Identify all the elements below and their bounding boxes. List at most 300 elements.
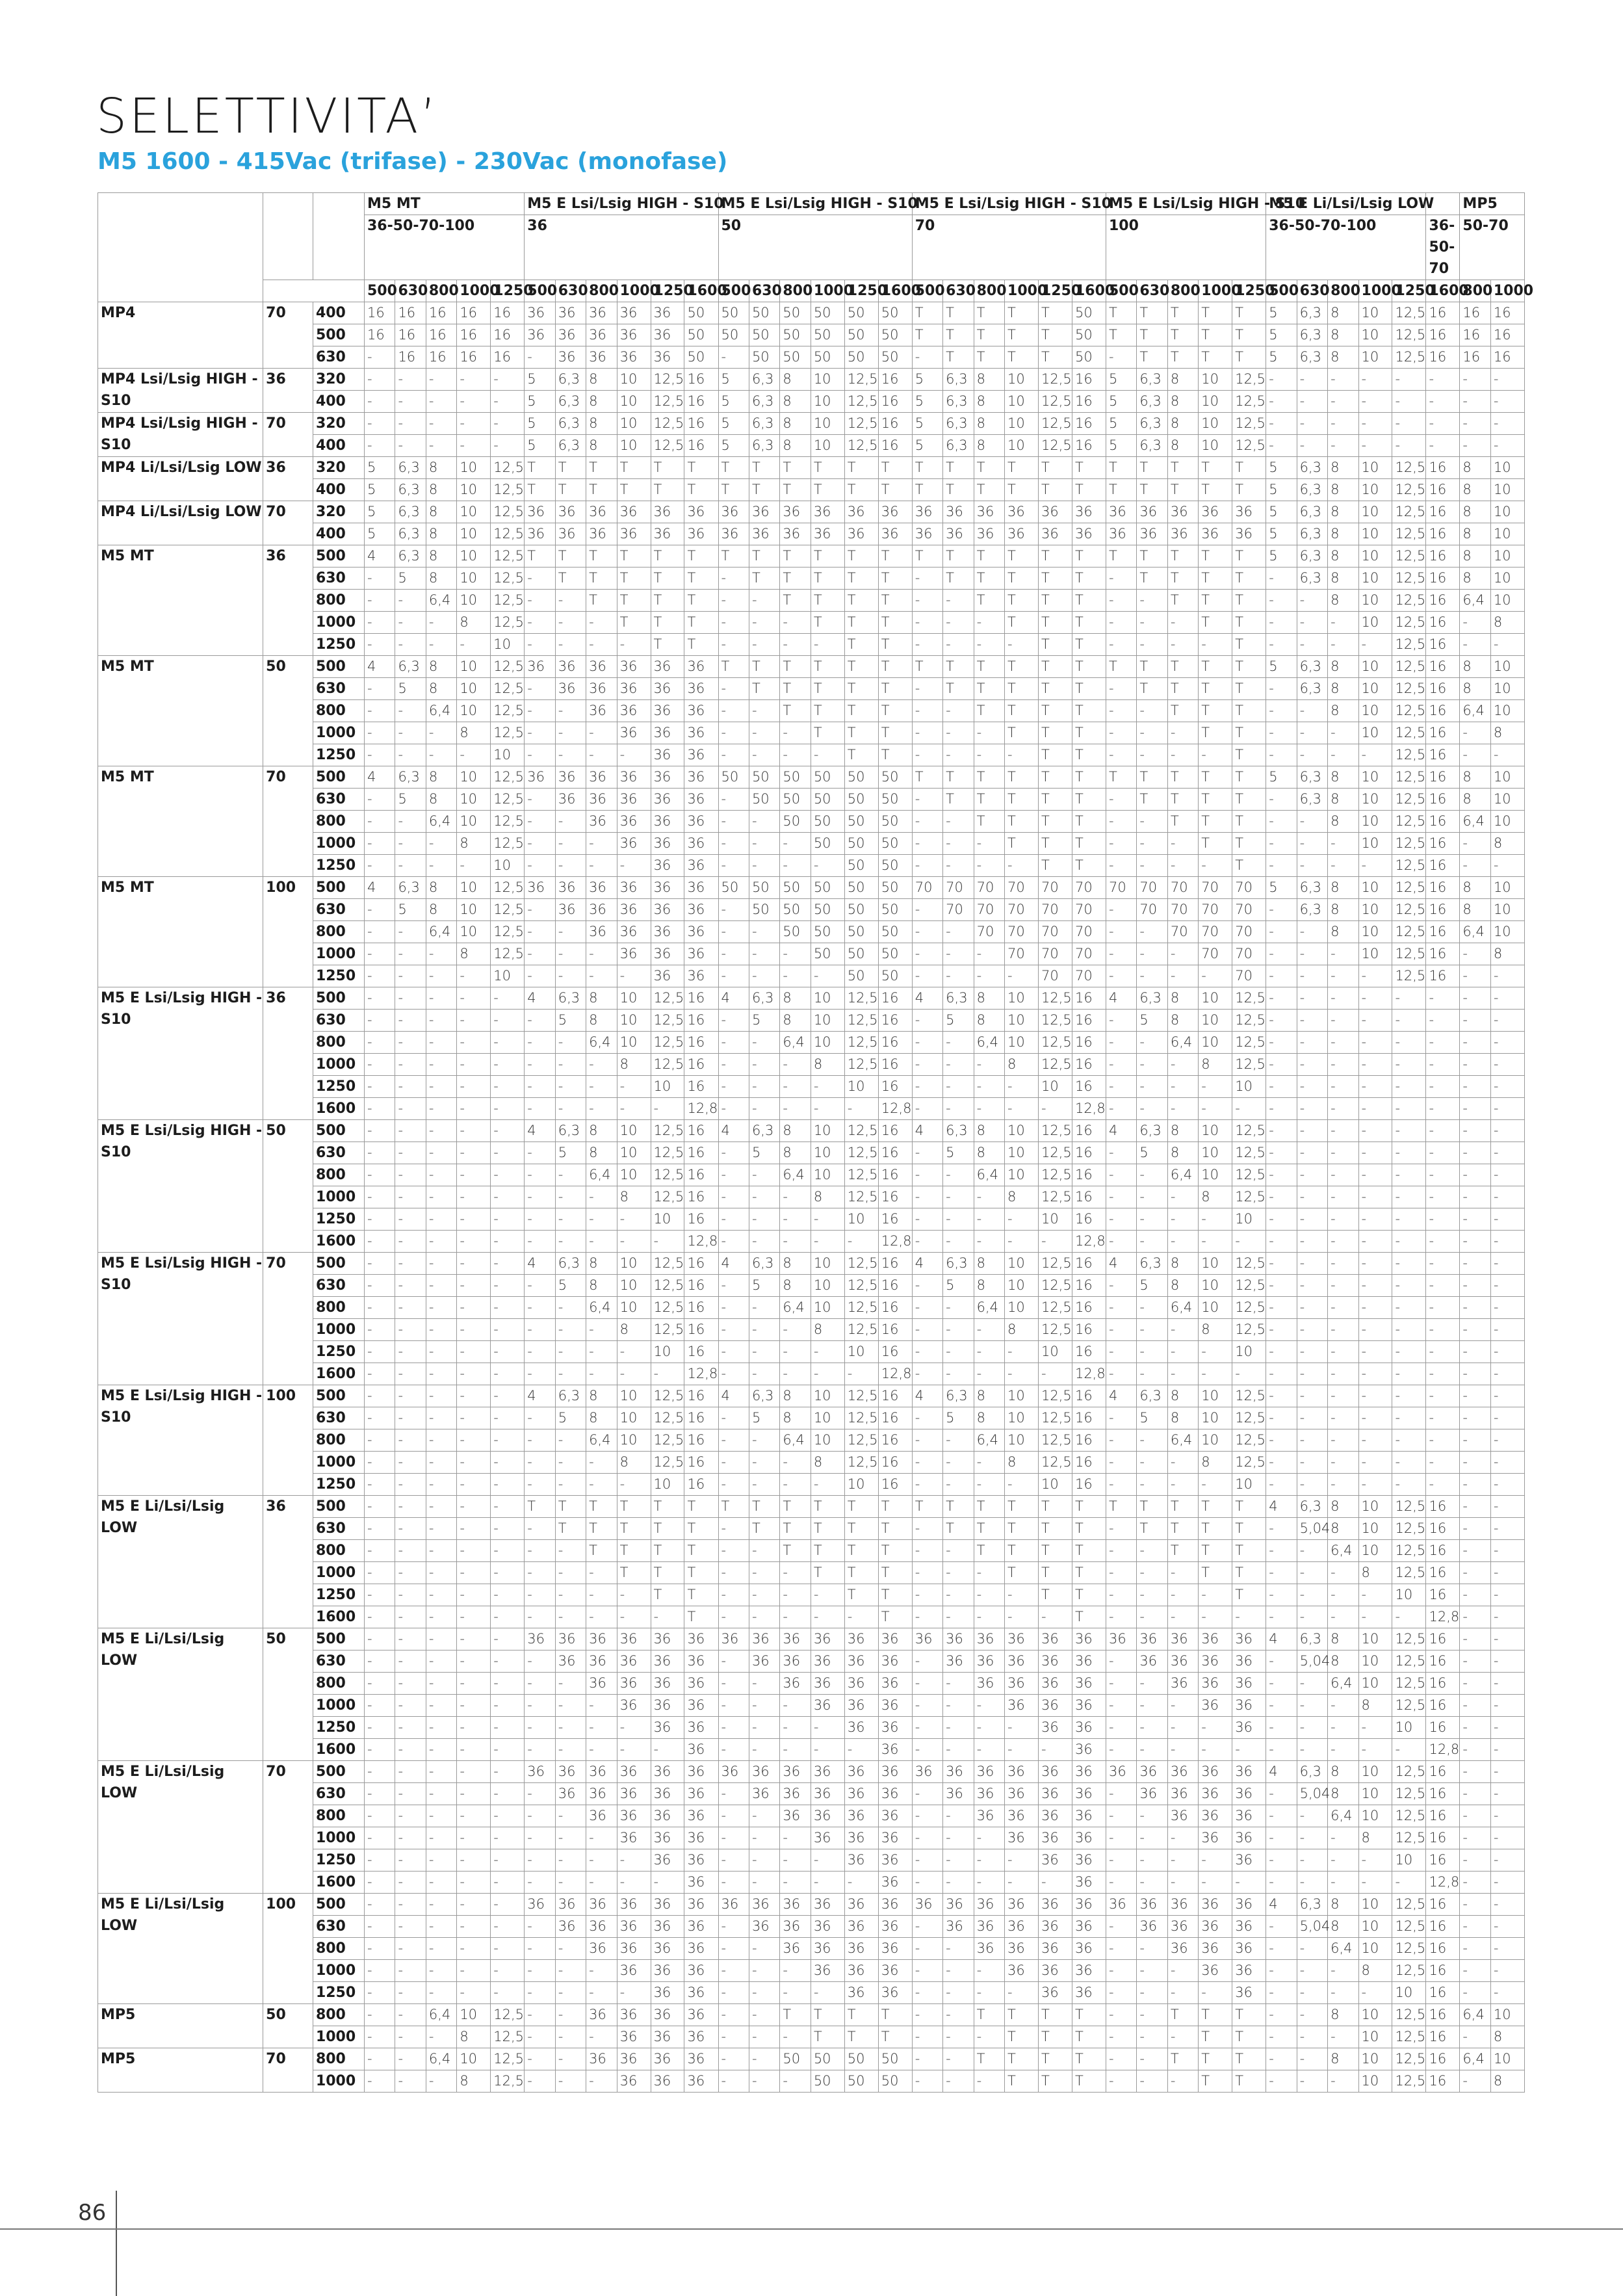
selectivity-value: - — [365, 1783, 395, 1805]
selectivity-value: 12,5 — [1392, 1783, 1426, 1805]
header-current: 800 — [1328, 280, 1358, 302]
selectivity-value: 10 — [811, 1429, 844, 1452]
selectivity-value: 10 — [457, 545, 491, 567]
selectivity-value: 8 — [1328, 1628, 1358, 1650]
selectivity-value: - — [491, 413, 525, 435]
selectivity-value: - — [1266, 700, 1297, 722]
selectivity-value: - — [1460, 435, 1490, 457]
selectivity-value: - — [395, 590, 426, 612]
selectivity-value: - — [1460, 744, 1490, 766]
selectivity-value: - — [586, 1186, 617, 1208]
selectivity-value: - — [1328, 1717, 1358, 1739]
header-current: 1000 — [1005, 280, 1039, 302]
selectivity-value: - — [491, 1032, 525, 1054]
selectivity-value: 36 — [1039, 1628, 1072, 1650]
selectivity-value: 36 — [1106, 1894, 1136, 1916]
selectivity-value: - — [912, 921, 942, 943]
selectivity-value: 10 — [1199, 413, 1232, 435]
selectivity-value: 8 — [780, 391, 811, 413]
selectivity-value: - — [943, 965, 974, 987]
selectivity-value: 16 — [878, 1208, 912, 1231]
selectivity-value: - — [491, 1717, 525, 1739]
selectivity-value: - — [912, 1429, 942, 1452]
selectivity-value: - — [1266, 899, 1297, 921]
selectivity-value: T — [1199, 612, 1232, 634]
selectivity-value: 36 — [844, 1628, 878, 1650]
selectivity-value: - — [525, 1208, 555, 1231]
selectivity-value: - — [1232, 1739, 1266, 1761]
selectivity-value: - — [457, 1297, 491, 1319]
selectivity-value: T — [780, 656, 811, 678]
selectivity-value: 36 — [811, 1695, 844, 1717]
selectivity-value: 12,5 — [651, 1275, 684, 1297]
selectivity-value: T — [617, 1540, 651, 1562]
selectivity-value: - — [1392, 1142, 1426, 1164]
selectivity-value: - — [586, 1562, 617, 1584]
selectivity-value: - — [718, 590, 749, 612]
selectivity-value: - — [1106, 634, 1136, 656]
selectivity-value: 10 — [457, 678, 491, 700]
selectivity-value: 50 — [878, 346, 912, 369]
selectivity-value: 12,5 — [1039, 1429, 1072, 1452]
selectivity-value: 16 — [1426, 2004, 1460, 2026]
selectivity-value: - — [426, 1518, 456, 1540]
selectivity-value: - — [780, 1606, 811, 1628]
selectivity-value: - — [974, 1717, 1004, 1739]
selectivity-value: 36 — [684, 1761, 718, 1783]
selectivity-value: T — [1199, 302, 1232, 324]
selectivity-value: 12,5 — [1392, 324, 1426, 346]
selectivity-value: - — [586, 1098, 617, 1120]
selectivity-value: - — [1106, 678, 1136, 700]
selectivity-value: - — [395, 1186, 426, 1208]
selectivity-value: 6,4 — [780, 1164, 811, 1186]
selectivity-value: T — [1199, 833, 1232, 855]
selectivity-value: - — [1266, 1938, 1297, 1960]
selectivity-value: - — [780, 833, 811, 855]
selectivity-value: 16 — [1460, 302, 1490, 324]
selectivity-value: 10 — [1358, 1938, 1392, 1960]
selectivity-value: - — [525, 1297, 555, 1319]
selectivity-value: - — [426, 1761, 456, 1783]
selectivity-value: T — [617, 545, 651, 567]
selectivity-value: 4 — [1106, 1253, 1136, 1275]
selectivity-value: 10 — [1392, 1982, 1426, 2004]
selectivity-value: 8 — [1460, 501, 1490, 523]
selectivity-value: 10 — [1358, 1673, 1392, 1695]
selectivity-value: 10 — [1358, 1916, 1392, 1938]
selectivity-value: - — [780, 1076, 811, 1098]
selectivity-value: - — [555, 1606, 586, 1628]
selectivity-value: - — [491, 1186, 525, 1208]
selectivity-value: - — [912, 1319, 942, 1341]
selectivity-value: 6,3 — [1297, 877, 1327, 899]
selectivity-value: - — [1460, 1319, 1490, 1341]
selectivity-value: 6,4 — [1460, 921, 1490, 943]
selectivity-value: - — [1266, 634, 1297, 656]
selectivity-value: 12,5 — [1392, 2004, 1426, 2026]
selectivity-value: 12,5 — [651, 1032, 684, 1054]
selectivity-value: 36 — [684, 1650, 718, 1673]
selectivity-value: - — [943, 1562, 974, 1584]
selectivity-value: - — [1328, 1474, 1358, 1496]
selectivity-value: 36 — [878, 1761, 912, 1783]
selectivity-value: - — [365, 2048, 395, 2070]
selectivity-value: - — [1426, 1429, 1460, 1452]
selectivity-value: - — [525, 1429, 555, 1452]
selectivity-value: 36 — [651, 324, 684, 346]
selectivity-value: - — [365, 1054, 395, 1076]
selectivity-value: - — [395, 1142, 426, 1164]
selectivity-value: - — [974, 1606, 1004, 1628]
selectivity-value: - — [912, 590, 942, 612]
selectivity-value: 12,5 — [491, 457, 525, 479]
selectivity-value: T — [1039, 722, 1072, 744]
selectivity-value: 10 — [457, 921, 491, 943]
selectivity-value: - — [365, 722, 395, 744]
selectivity-value: - — [457, 1894, 491, 1916]
selectivity-value: 16 — [395, 324, 426, 346]
selectivity-value: 10 — [811, 391, 844, 413]
selectivity-value: 36 — [1072, 1894, 1106, 1916]
selectivity-value: - — [525, 1938, 555, 1960]
selectivity-value: 16 — [1072, 1341, 1106, 1363]
selectivity-value: 6,3 — [943, 1120, 974, 1142]
selectivity-value: T — [780, 545, 811, 567]
selectivity-value: 50 — [749, 877, 779, 899]
selectivity-value: T — [1106, 457, 1136, 479]
selectivity-value: - — [943, 1695, 974, 1717]
selectivity-value: 36 — [718, 523, 749, 545]
selectivity-value: 16 — [878, 1164, 912, 1186]
selectivity-value: 36 — [586, 811, 617, 833]
selectivity-value: 36 — [1072, 1960, 1106, 1982]
selectivity-value: T — [1072, 2048, 1106, 2070]
selectivity-value: - — [1106, 1231, 1136, 1253]
selectivity-value: - — [1106, 1054, 1136, 1076]
selectivity-value: 5 — [1266, 766, 1297, 789]
selectivity-value: 10 — [844, 1474, 878, 1496]
selectivity-value: T — [1199, 2070, 1232, 2093]
selectivity-value: 36 — [586, 700, 617, 722]
selectivity-value: T — [1232, 1540, 1266, 1562]
table-row — [98, 501, 1525, 523]
selectivity-value: - — [1392, 1208, 1426, 1231]
selectivity-value: - — [1328, 1253, 1358, 1275]
selectivity-value: - — [395, 1783, 426, 1805]
selectivity-value: - — [1328, 1827, 1358, 1849]
selectivity-value: - — [718, 1650, 749, 1673]
selectivity-value: 8 — [426, 766, 456, 789]
selectivity-value: 8 — [1328, 523, 1358, 545]
selectivity-value: 12,5 — [844, 1385, 878, 1407]
selectivity-value: - — [912, 1054, 942, 1076]
selectivity-value: T — [974, 700, 1004, 722]
device-current: 320 — [313, 457, 364, 479]
selectivity-value: 16 — [1072, 1054, 1106, 1076]
selectivity-value: - — [365, 1319, 395, 1341]
selectivity-value: - — [1392, 1872, 1426, 1894]
selectivity-value: - — [617, 1098, 651, 1120]
selectivity-value: - — [1106, 744, 1136, 766]
selectivity-value: - — [749, 1695, 779, 1717]
selectivity-value: - — [811, 744, 844, 766]
selectivity-value: - — [395, 1827, 426, 1849]
selectivity-value: - — [457, 1186, 491, 1208]
selectivity-value: 36 — [684, 1805, 718, 1827]
selectivity-value: - — [1392, 1341, 1426, 1363]
selectivity-value: T — [878, 1518, 912, 1540]
selectivity-value: 10 — [1490, 678, 1524, 700]
selectivity-value: - — [395, 855, 426, 877]
selectivity-value: - — [586, 943, 617, 965]
selectivity-value: - — [1266, 1982, 1297, 2004]
selectivity-value: - — [426, 1872, 456, 1894]
selectivity-value: - — [365, 1739, 395, 1761]
selectivity-value: 6,4 — [1460, 700, 1490, 722]
selectivity-value: 5 — [525, 369, 555, 391]
selectivity-value: 12,5 — [1392, 567, 1426, 590]
page-number: 86 — [78, 2200, 107, 2226]
selectivity-value: 36 — [555, 523, 586, 545]
selectivity-value: 36 — [586, 324, 617, 346]
selectivity-value: - — [780, 2026, 811, 2048]
selectivity-value: 36 — [651, 656, 684, 678]
selectivity-value: - — [1426, 1120, 1460, 1142]
selectivity-value: 36 — [1072, 1827, 1106, 1849]
selectivity-value: - — [365, 987, 395, 1010]
selectivity-value: 12,5 — [1392, 1496, 1426, 1518]
selectivity-value: - — [1167, 1606, 1198, 1628]
selectivity-value: 36 — [684, 744, 718, 766]
selectivity-value: 36 — [1199, 1673, 1232, 1695]
device-name: M5 E Li/Lsi/Lsig LOW — [98, 1496, 263, 1628]
selectivity-value: 10 — [1358, 921, 1392, 943]
selectivity-value: 50 — [844, 833, 878, 855]
selectivity-value: - — [780, 1960, 811, 1982]
selectivity-value: 70 — [1232, 943, 1266, 965]
selectivity-value: - — [1266, 1363, 1297, 1385]
selectivity-value: 12,8 — [878, 1363, 912, 1385]
selectivity-value: - — [718, 1982, 749, 2004]
selectivity-value: - — [1106, 1164, 1136, 1186]
selectivity-value: - — [1358, 1385, 1392, 1407]
selectivity-value: 36 — [586, 523, 617, 545]
selectivity-value: - — [651, 1606, 684, 1628]
selectivity-value: - — [1297, 1717, 1327, 1739]
selectivity-value: - — [749, 1164, 779, 1186]
selectivity-value: - — [943, 1606, 974, 1628]
selectivity-value: - — [426, 1407, 456, 1429]
device-current: 500 — [313, 877, 364, 899]
selectivity-value: - — [780, 1054, 811, 1076]
table-row — [98, 1761, 1525, 1783]
device-name: MP4 — [98, 302, 263, 369]
selectivity-value: - — [491, 1518, 525, 1540]
selectivity-value: 70 — [1039, 877, 1072, 899]
selectivity-value: - — [1460, 1650, 1490, 1673]
selectivity-value: - — [1297, 811, 1327, 833]
selectivity-value: - — [749, 965, 779, 987]
device-current: 1600 — [313, 1739, 364, 1761]
selectivity-value: T — [811, 722, 844, 744]
selectivity-value: - — [525, 2048, 555, 2070]
header-current: 800 — [974, 280, 1004, 302]
selectivity-value: - — [426, 1275, 456, 1297]
selectivity-value: - — [395, 1098, 426, 1120]
selectivity-value: 12,5 — [1392, 346, 1426, 369]
selectivity-value: - — [780, 634, 811, 656]
selectivity-value: - — [525, 1231, 555, 1253]
header-current: 500 — [718, 280, 749, 302]
selectivity-value: - — [1328, 1849, 1358, 1872]
selectivity-value: 12,5 — [844, 391, 878, 413]
selectivity-value: - — [395, 1540, 426, 1562]
selectivity-value: 36 — [1199, 501, 1232, 523]
header-current: 1000 — [811, 280, 844, 302]
selectivity-value: - — [457, 1142, 491, 1164]
selectivity-value: 10 — [617, 391, 651, 413]
selectivity-value: - — [749, 811, 779, 833]
selectivity-value: 50 — [780, 877, 811, 899]
selectivity-value: - — [1106, 1474, 1136, 1496]
selectivity-value: - — [491, 1606, 525, 1628]
selectivity-value: - — [1358, 1231, 1392, 1253]
selectivity-value: 5 — [555, 1407, 586, 1429]
selectivity-value: 16 — [878, 1120, 912, 1142]
selectivity-value: 10 — [1358, 1628, 1392, 1650]
selectivity-value: - — [749, 1739, 779, 1761]
selectivity-value: 12,5 — [491, 590, 525, 612]
selectivity-value: - — [718, 722, 749, 744]
selectivity-value: 36 — [974, 1783, 1004, 1805]
selectivity-value: 12,5 — [1392, 545, 1426, 567]
selectivity-value: 16 — [878, 987, 912, 1010]
selectivity-value: - — [457, 1120, 491, 1142]
selectivity-value: 36 — [684, 1982, 718, 2004]
selectivity-value: 70 — [1072, 899, 1106, 921]
selectivity-value: - — [617, 1982, 651, 2004]
selectivity-value: - — [426, 1739, 456, 1761]
selectivity-value: 36 — [651, 744, 684, 766]
selectivity-value: - — [1297, 369, 1327, 391]
selectivity-value: - — [718, 2004, 749, 2026]
selectivity-value: 5 — [1106, 391, 1136, 413]
selectivity-value: 36 — [617, 1695, 651, 1717]
selectivity-value: - — [491, 1540, 525, 1562]
selectivity-value: 12,8 — [878, 1098, 912, 1120]
selectivity-value: - — [365, 1496, 395, 1518]
selectivity-value: T — [912, 302, 942, 324]
selectivity-value: - — [1297, 1474, 1327, 1496]
selectivity-value: 10 — [1358, 1540, 1392, 1562]
selectivity-value: 36 — [1232, 1849, 1266, 1872]
selectivity-value: - — [749, 2048, 779, 2070]
selectivity-value: - — [1426, 1164, 1460, 1186]
selectivity-value: 36 — [811, 1916, 844, 1938]
selectivity-value: T — [811, 479, 844, 501]
selectivity-value: 10 — [1358, 346, 1392, 369]
selectivity-value: - — [943, 1739, 974, 1761]
selectivity-value: - — [1490, 1584, 1524, 1606]
selectivity-value: - — [718, 634, 749, 656]
selectivity-value: 5 — [749, 1010, 779, 1032]
selectivity-value: 8 — [1490, 2026, 1524, 2048]
selectivity-value: 36 — [525, 523, 555, 545]
selectivity-value: - — [491, 1363, 525, 1385]
selectivity-value: - — [718, 1562, 749, 1584]
selectivity-value: 36 — [943, 1894, 974, 1916]
selectivity-value: - — [491, 1208, 525, 1231]
selectivity-value: - — [1328, 1142, 1358, 1164]
selectivity-value: 6,4 — [780, 1429, 811, 1452]
selectivity-value: - — [365, 1827, 395, 1849]
selectivity-value: 6,4 — [974, 1032, 1004, 1054]
selectivity-value: - — [1426, 1363, 1460, 1385]
selectivity-value: - — [525, 1032, 555, 1054]
selectivity-value: - — [457, 1739, 491, 1761]
selectivity-value: 5 — [1106, 369, 1136, 391]
selectivity-value: T — [878, 612, 912, 634]
selectivity-value: T — [1199, 457, 1232, 479]
selectivity-value: 36 — [878, 1960, 912, 1982]
selectivity-value: - — [1392, 1120, 1426, 1142]
selectivity-value: - — [1266, 1010, 1297, 1032]
selectivity-value: - — [1358, 1253, 1392, 1275]
selectivity-value: - — [365, 369, 395, 391]
selectivity-value: 36 — [1167, 1628, 1198, 1650]
selectivity-value: 36 — [684, 1894, 718, 1916]
selectivity-value: 5 — [718, 435, 749, 457]
selectivity-value: T — [586, 479, 617, 501]
selectivity-value: T — [1232, 678, 1266, 700]
header-in-label — [263, 280, 365, 302]
selectivity-value: 36 — [780, 523, 811, 545]
selectivity-value: - — [1106, 1032, 1136, 1054]
selectivity-value: 8 — [780, 1010, 811, 1032]
selectivity-value: 8 — [586, 1253, 617, 1275]
selectivity-value: 70 — [943, 899, 974, 921]
selectivity-value: - — [1106, 833, 1136, 855]
selectivity-value: - — [525, 1650, 555, 1673]
selectivity-value: - — [1137, 1562, 1167, 1584]
page-subtitle: M5 1600 - 415Vac (trifase) - 230Vac (monofase) — [97, 148, 728, 175]
selectivity-value: - — [617, 1717, 651, 1739]
selectivity-value: - — [1490, 1938, 1524, 1960]
selectivity-value: 16 — [684, 1452, 718, 1474]
selectivity-value: - — [457, 435, 491, 457]
selectivity-value: - — [1137, 1363, 1167, 1385]
selectivity-value: T — [811, 1562, 844, 1584]
selectivity-value: T — [1232, 590, 1266, 612]
device-current: 320 — [313, 501, 364, 523]
selectivity-value: 10 — [491, 744, 525, 766]
device-current: 500 — [313, 1894, 364, 1916]
selectivity-value: 8 — [426, 457, 456, 479]
selectivity-value: 5 — [749, 1407, 779, 1429]
selectivity-value: - — [1167, 1341, 1198, 1363]
selectivity-value: 8 — [426, 567, 456, 590]
selectivity-value: 36 — [780, 1916, 811, 1938]
device-current: 500 — [313, 545, 364, 567]
selectivity-value: 70 — [1005, 899, 1039, 921]
selectivity-value: - — [1358, 1054, 1392, 1076]
selectivity-value: - — [457, 1540, 491, 1562]
selectivity-value: T — [1232, 2070, 1266, 2093]
selectivity-value: - — [365, 634, 395, 656]
selectivity-value: 16 — [878, 1341, 912, 1363]
selectivity-value: - — [1490, 1783, 1524, 1805]
